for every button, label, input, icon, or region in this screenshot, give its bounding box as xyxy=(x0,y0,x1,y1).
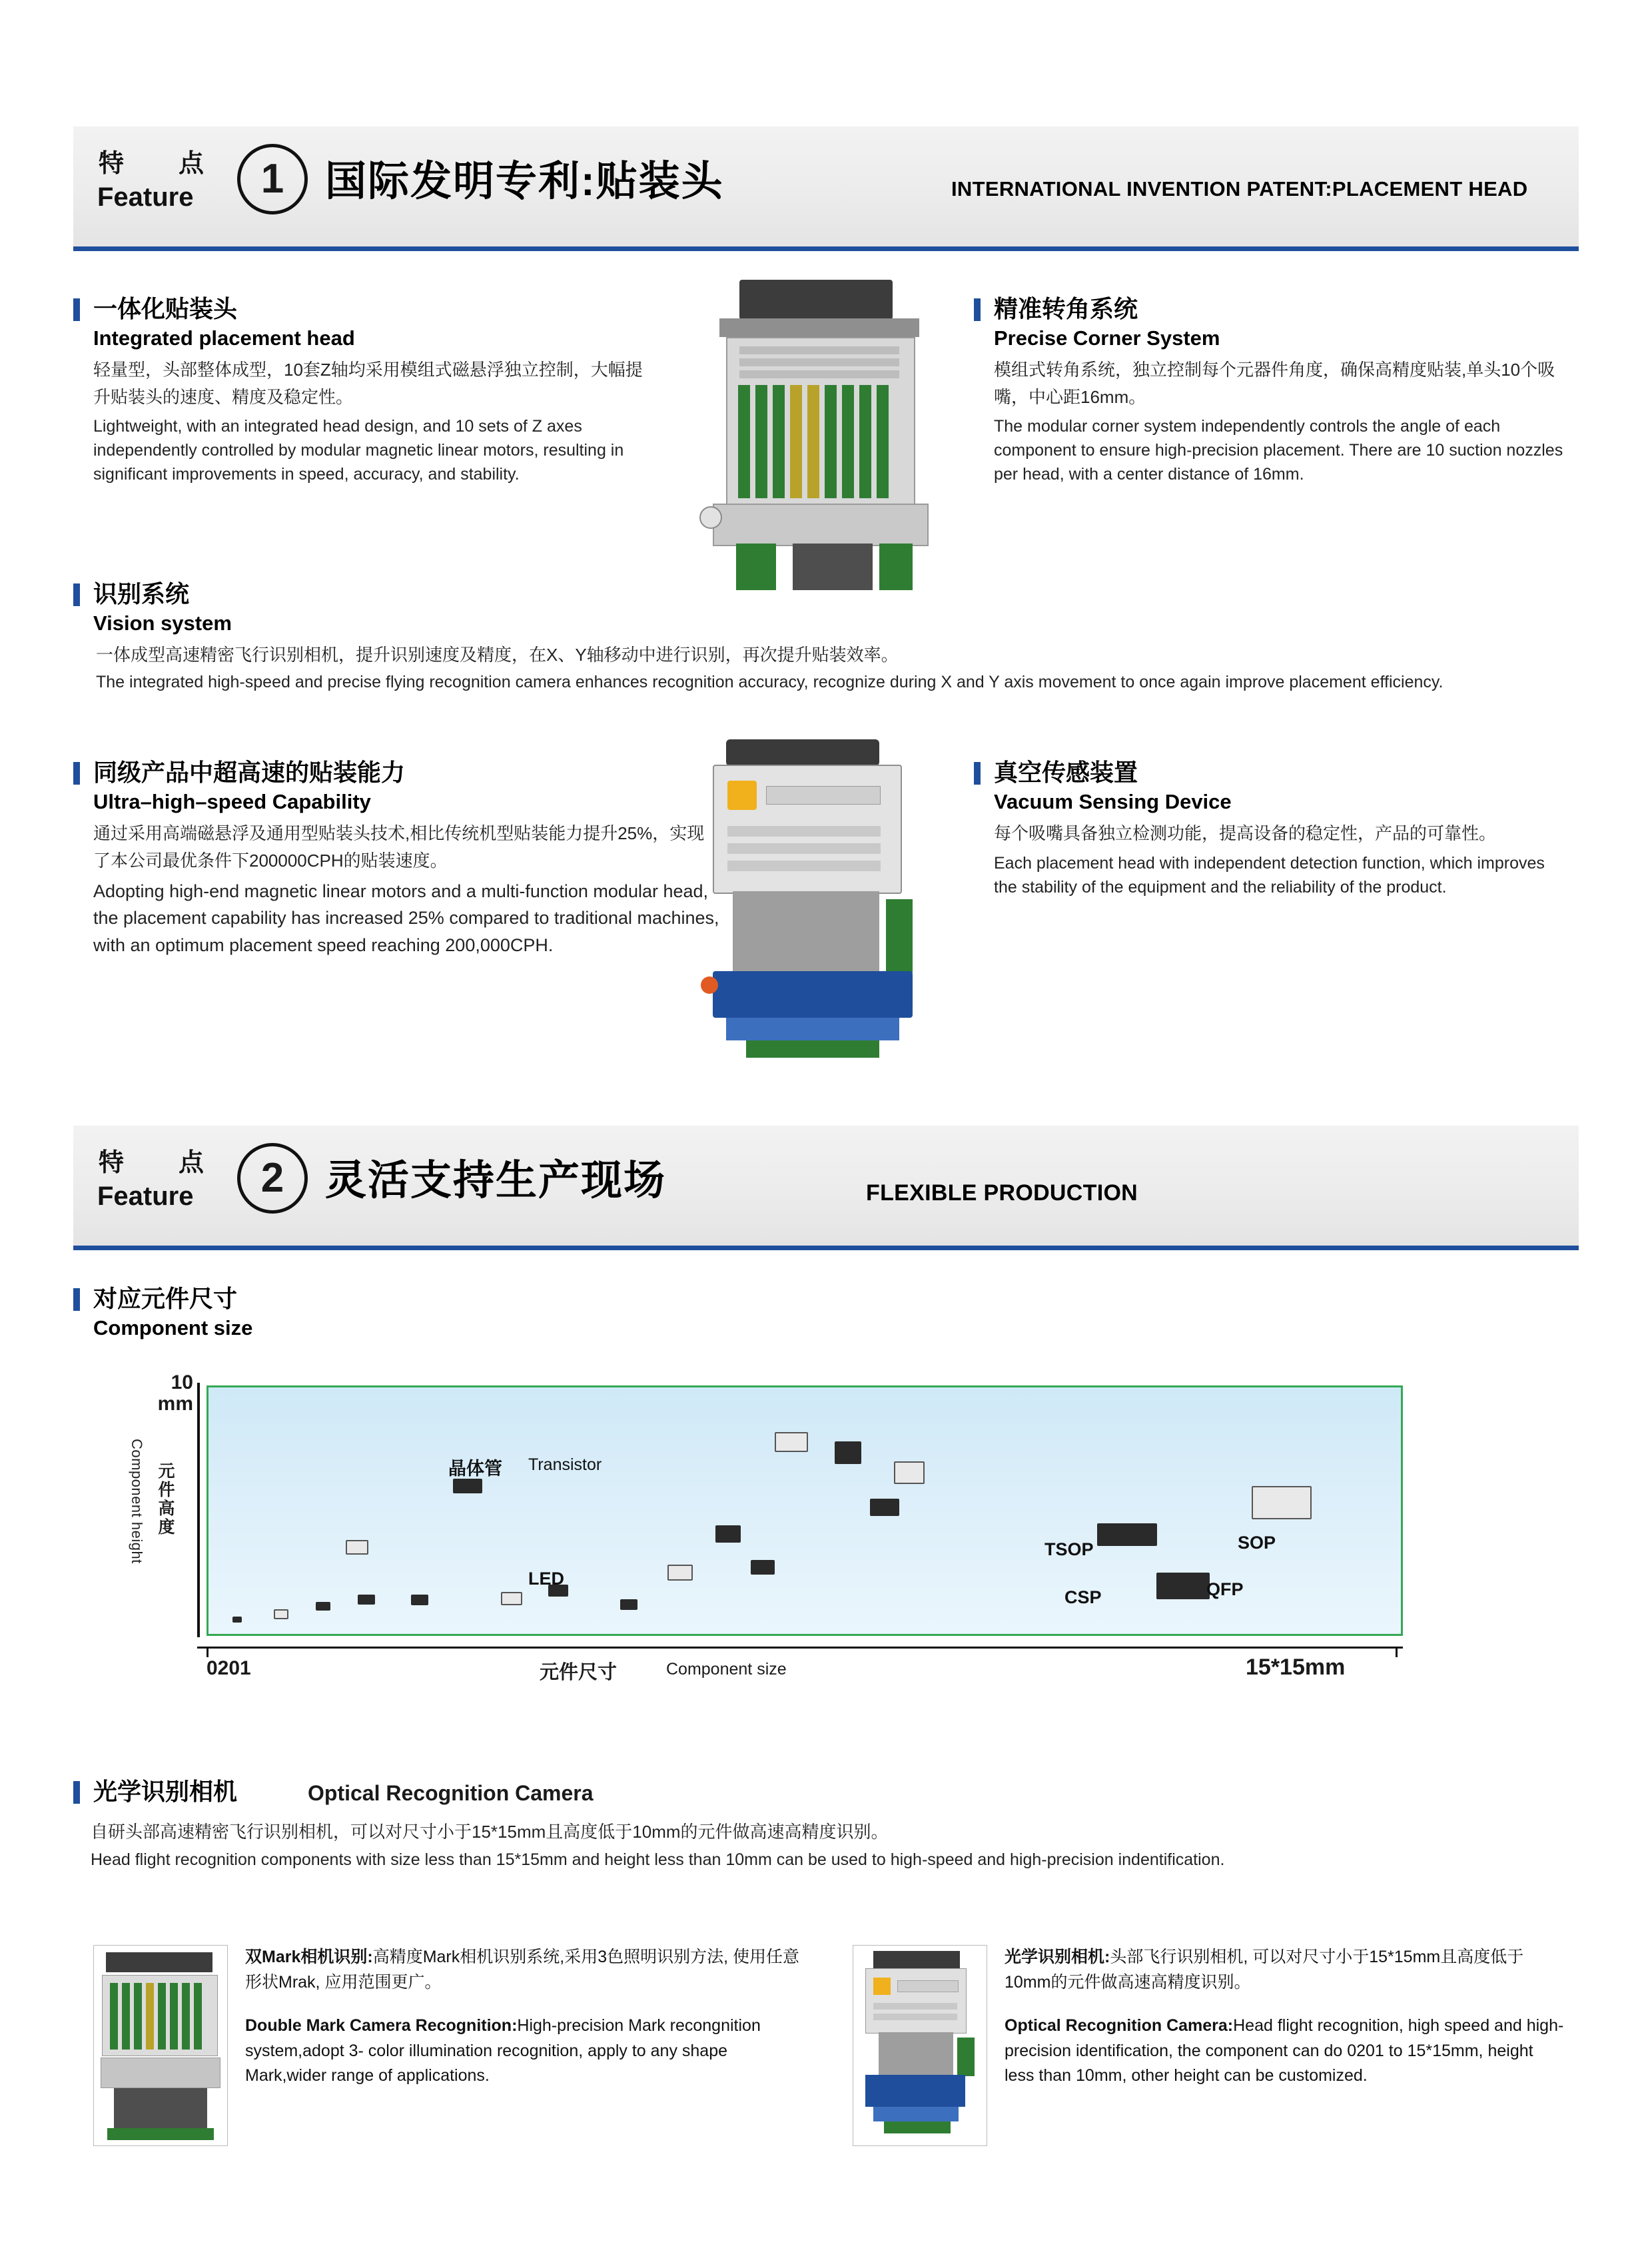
chart-x-min-label: 0201 xyxy=(206,1657,251,1679)
vacuum-title-cn: 真空传感装置 xyxy=(974,759,1573,786)
card-left-thumbnail xyxy=(93,1945,228,2146)
card-left-paragraph-cn-bold: 双Mark相机识别: xyxy=(245,1948,373,1966)
integrated-head-title-en: Integrated placement head xyxy=(93,326,355,350)
chart-point xyxy=(667,1565,693,1581)
chart-y-axis-label-en: Component height xyxy=(129,1439,145,1564)
chart-annotation-transistor-cn: 晶体管 xyxy=(448,1459,502,1479)
placement-head-illustration xyxy=(699,280,946,613)
chart-x-tick-left xyxy=(206,1647,208,1657)
card-left-paragraph-cn-rest: 高精度Mark相机识别系统,采用3色照明识别方法, 使用任意形状Mrak, 应用范围更广。 xyxy=(245,1948,799,1992)
card-left-paragraph-en-bold: Double Mark Camera Recognition: xyxy=(245,2016,518,2035)
vision-system-body-cn: 一体成型高速精密飞行识别相机，提升识别速度及精度，在X、Y轴移动中进行识别，再次提升贴装效率。 xyxy=(96,645,899,665)
chart-point xyxy=(835,1441,861,1464)
vision-system-title-cn: 识别系统 xyxy=(73,581,1579,607)
card-right-paragraph-en xyxy=(1005,2014,1564,2089)
feature-1-cn-label: 特 点 xyxy=(99,150,219,178)
block-integrated-head xyxy=(73,296,659,487)
chart-annotation-transistor-en: Transistor xyxy=(528,1455,602,1474)
chart-point xyxy=(870,1499,899,1516)
block-optical-camera xyxy=(73,1778,1579,1872)
integrated-head-body-en: Lightweight, with an integrated head design, and 10 sets of Z axes independently controlled by modular magnetic linear motors, resulting in significant improvements in speed, accuracy, and stability. xyxy=(93,416,624,484)
ultra-title-en: Ultra–high–speed Capability xyxy=(93,789,371,813)
chart-x-tick-right xyxy=(1396,1647,1398,1657)
chart-point xyxy=(775,1432,808,1452)
chart-point xyxy=(346,1540,368,1555)
chart-point xyxy=(501,1592,522,1605)
chart-point xyxy=(1252,1486,1312,1519)
chart-x-axis-label-cn: 元件尺寸 xyxy=(540,1662,618,1683)
card-left-paragraph-cn xyxy=(245,1945,805,1995)
corner-system-title-cn: 精准转角系统 xyxy=(974,296,1573,322)
feature-1-title-cn: 国际发明专利:贴装头 xyxy=(325,159,724,204)
chart-point xyxy=(894,1461,925,1484)
chart-point xyxy=(358,1595,375,1605)
chart-point xyxy=(316,1602,330,1611)
vision-system-body-en: The integrated high-speed and precise flying recognition camera enhances recognition accuracy, recognize during X and Y axis movement to once again improve placement efficiency. xyxy=(96,672,1444,691)
vacuum-body-cn: 每个吸嘴具备独立检测功能，提高设备的稳定性，产品的可靠性。 xyxy=(994,823,1497,844)
chart-point xyxy=(620,1599,637,1610)
corner-system-body-cn: 模组式转角系统，独立控制每个元器件角度，确保高精度贴装,单头10个吸嘴，中心距16mm。 xyxy=(994,360,1555,407)
card-right-paragraph-en-rest: Head flight recognition, high speed and high-precision identification, the component can do 0201 to 15*15mm, height less than 10mm, other height can be customized. xyxy=(1005,2016,1564,2085)
card-right-paragraph-cn xyxy=(1005,1945,1564,1995)
chart-point xyxy=(411,1595,428,1605)
card-right-paragraph-en-bold: Optical Recognition Camera: xyxy=(1005,2016,1234,2035)
chart-y-axis-label-cn: 元件高度 xyxy=(156,1462,175,1537)
card-right-paragraph-cn-rest: 头部飞行识别相机, 可以对尺寸小于15*15mm且高度低于10mm的元件做高速高精度识别。 xyxy=(1005,1948,1524,1992)
optical-body-en: Head flight recognition components with size less than 15*15mm and height less than 10mm can be used to high-speed and high-precision indentification. xyxy=(91,1850,1225,1870)
optical-body-cn: 自研头部高速精密飞行识别相机，可以对尺寸小于15*15mm且高度低于10mm的元件做高速高精度识别。 xyxy=(91,1822,889,1842)
chart-annotation-led: LED xyxy=(528,1569,564,1589)
chart-x-axis xyxy=(197,1647,1403,1649)
block-component-size xyxy=(73,1286,673,1339)
integrated-head-title-cn: 一体化贴装头 xyxy=(73,296,659,322)
card-right-thumbnail xyxy=(853,1945,987,2146)
optical-title-cn: 光学识别相机 xyxy=(73,1778,237,1805)
chart-point xyxy=(751,1560,775,1575)
chart-x-axis-label-en: Component size xyxy=(666,1660,787,1679)
chart-annotation-qfp: QFP xyxy=(1206,1579,1244,1599)
chart-point xyxy=(232,1617,242,1623)
chart-annotation-csp: CSP xyxy=(1064,1587,1102,1607)
card-right-text xyxy=(1005,1945,1564,2089)
head-module-illustration xyxy=(686,739,973,1079)
chart-point xyxy=(453,1479,482,1493)
feature-2-banner xyxy=(73,1126,1579,1250)
ultra-title-cn: 同级产品中超高速的贴装能力 xyxy=(73,759,726,786)
ultra-body-cn: 通过采用高端磁悬浮及通用型贴装头技术,相比传统机型贴装能力提升25%，实现了本公司最优条件下200000CPH的贴装速度。 xyxy=(93,823,705,871)
chart-y-max-label: 10 mm xyxy=(157,1371,193,1415)
chart-annotation-tsop: TSOP xyxy=(1044,1539,1094,1559)
chart-annotation-sop: SOP xyxy=(1238,1533,1276,1553)
feature-2-en-label: Feature xyxy=(97,1182,194,1211)
block-ultra-high-speed xyxy=(73,759,726,958)
component-size-title-cn: 对应元件尺寸 xyxy=(73,1286,673,1312)
block-vacuum-sensing xyxy=(974,759,1573,899)
chart-x-max-label: 15*15mm xyxy=(1246,1655,1346,1680)
vacuum-title-en: Vacuum Sensing Device xyxy=(994,789,1232,813)
corner-system-title-en: Precise Corner System xyxy=(994,326,1220,350)
component-size-chart xyxy=(73,1359,1579,1718)
feature-1-number-badge: 1 xyxy=(237,144,308,214)
card-left-paragraph-en-rest: High-precision Mark recongnition system,adopt 3- color illumination recognition, apply to any shape Mark,wider range of applications. xyxy=(245,2016,761,2085)
integrated-head-body-cn: 轻量型，头部整体成型，10套Z轴均采用模组式磁悬浮独立控制，大幅提升贴装头的速度、精度及稳定性。 xyxy=(93,360,643,407)
optical-title-en: Optical Recognition Camera xyxy=(308,1781,594,1805)
feature-2-cn-label: 特 点 xyxy=(99,1149,219,1177)
vision-system-title-en: Vision system xyxy=(93,611,232,635)
chart-y-axis xyxy=(197,1383,200,1637)
chart-plot-area xyxy=(206,1385,1403,1636)
feature-1-banner xyxy=(73,127,1579,251)
chart-point xyxy=(1097,1523,1157,1546)
chart-point xyxy=(274,1609,288,1619)
feature-2-title-cn: 灵活支持生产现场 xyxy=(325,1158,667,1204)
chart-point xyxy=(1156,1573,1210,1599)
feature-1-title-en: INTERNATIONAL INVENTION PATENT:PLACEMENT HEAD xyxy=(951,177,1528,200)
component-size-title-en: Component size xyxy=(93,1316,253,1339)
card-left-text xyxy=(245,1945,805,2089)
corner-system-body-en: The modular corner system independently controls the angle of each component to ensure high-precision placement. There are 10 suction nozzles per head, with a center distance of 16mm. xyxy=(994,416,1563,484)
feature-2-title-en: FLEXIBLE PRODUCTION xyxy=(866,1180,1138,1206)
block-corner-system xyxy=(974,296,1573,487)
vacuum-body-en: Each placement head with independent detection function, which improves the stability of the equipment and the reliability of the product. xyxy=(994,853,1545,897)
feature-1-en-label: Feature xyxy=(97,183,194,212)
chart-point xyxy=(715,1525,741,1543)
card-right-paragraph-cn-bold: 光学识别相机: xyxy=(1005,1948,1110,1966)
ultra-body-en: Adopting high-end magnetic linear motors and a multi-function modular head, the placement capability has increased 25% compared to traditional machines, with an optimum placement speed reaching 200,000CPH. xyxy=(93,881,719,955)
feature-2-number-badge: 2 xyxy=(237,1143,308,1214)
card-left-paragraph-en xyxy=(245,2014,805,2089)
